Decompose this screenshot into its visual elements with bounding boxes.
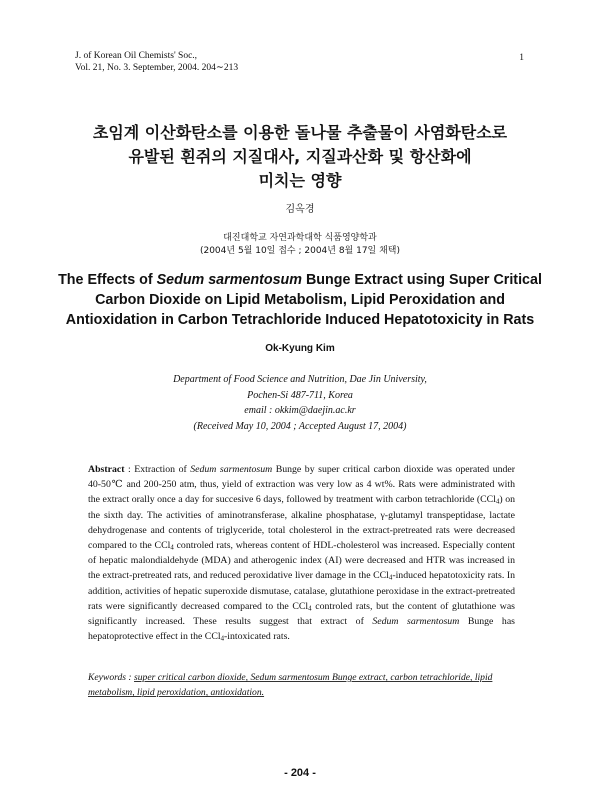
- affiliation-department: Department of Food Science and Nutrition, Dae Jin University,: [173, 374, 427, 385]
- english-author: Ok-Kyung Kim: [265, 343, 335, 354]
- abstract-text: controled rats, whereas content of HDL-cholesterol was increased. Especially content of hepatic malondialdehyde (MDA) and atherogenic index (AI) were decreased and HTR was increased in the extract-pretreated rats, and reduced peroxidative liver damage in the CCl: [88, 540, 515, 582]
- english-title: [0, 270, 600, 330]
- korean-title: [0, 121, 600, 193]
- header-page-number: 1: [519, 53, 524, 63]
- author-email[interactable]: email : okkim@daejin.ac.kr: [244, 405, 356, 416]
- abstract-text: Bunge has hepatoprotective effect in the CCl: [88, 616, 515, 643]
- keywords-text: super critical carbon dioxide, Sedum sarmentosum Bunge extract, carbon tetrachloride, lipid metabolism, lipid peroxidation, antioxidation.: [88, 672, 493, 698]
- abstract-text: -induced hepatotoxicity rats. In addition, activities of hepatic superoxide dismutase, catalase, glutathione peroxidase in the extract-pretreated rats were significantly decreased compared to the CCl: [88, 570, 515, 612]
- title-species-name: Sedum sarmentosum: [156, 272, 302, 288]
- abstract-text: : Extraction of: [124, 464, 191, 475]
- korean-title-line-1: 초임계 이산화탄소를 이용한 돌나물 추출물이 사염화탄소로: [92, 123, 508, 142]
- received-accepted-dates: (Received May 10, 2004 ; Accepted August 17, 2004): [193, 420, 407, 432]
- korean-title-line-3: 미치는 영향: [258, 171, 342, 190]
- affiliation-address: Pochen-Si 487-711, Korea: [247, 389, 353, 401]
- korean-affiliation-block: [0, 232, 600, 258]
- subscript: 4: [170, 544, 174, 552]
- title-text: The Effects of: [58, 272, 157, 288]
- english-title-line-2: Carbon Dioxide on Lipid Metabolism, Lipid Peroxidation and: [95, 292, 505, 308]
- keywords: [88, 670, 518, 700]
- abstract-text: ) on the sixth day. The activities of aminotransferase, alkaline phosphatase, γ-glutamyl transpeptidase, lactate dehydrogenase and contents of triglyceride, total cholesterol in the extract-pretreated rats were decreased compared to the CCl: [88, 494, 515, 552]
- korean-affiliation: 대진대학교 자연과학대학 식품영양학과: [223, 233, 377, 243]
- journal-line-1: J. of Korean Oil Chemists' Soc.,: [75, 51, 198, 61]
- keywords-label: Keywords: [88, 672, 127, 683]
- species-name: Sedum sarmentosum: [372, 616, 460, 628]
- korean-author: 김옥경: [285, 204, 315, 215]
- english-title-line-3: Antioxidation in Carbon Tetrachloride Induced Hepatotoxicity in Rats: [65, 312, 535, 328]
- keywords-separator: :: [126, 672, 135, 683]
- subscript: 4: [388, 575, 393, 583]
- english-affiliation-block: [0, 372, 600, 434]
- journal-line-2: Vol. 21, No. 3. September, 2004. 204∼213: [75, 63, 239, 73]
- subscript: 4: [220, 635, 225, 643]
- title-text: Bunge Extract using Super Critical: [302, 272, 542, 288]
- journal-citation: [75, 50, 238, 74]
- subscript: 4: [308, 605, 312, 613]
- species-name: Sedum sarmentosum: [190, 464, 273, 475]
- korean-title-line-2: 유발된 흰쥐의 지질대사, 지질과산화 및 항산화에: [128, 147, 472, 166]
- abstract-text: Bunge by super critical carbon dioxide was operated under 40-50℃ and 200-250 atm, thus, yield of extraction was very low as 4 wt%. Rats were administrated with the extract orally once a day for succesive 6 days, followed by treatment with carbon tetrachloride (CCl: [88, 464, 516, 506]
- subscript: 4: [495, 499, 500, 507]
- abstract-text: -intoxicated rats.: [224, 631, 290, 643]
- english-title-line-1: [0, 270, 600, 290]
- korean-dates: (2004년 5월 10일 접수 ; 2004년 8월 17일 채택): [199, 246, 401, 256]
- footer-page-number: - 204 -: [284, 767, 316, 779]
- abstract: [88, 462, 515, 644]
- abstract-label: Abstract: [88, 464, 125, 475]
- abstract-text: controled rats, but the content of glutathione was significantly increased. These results suggest that extract of: [88, 600, 515, 628]
